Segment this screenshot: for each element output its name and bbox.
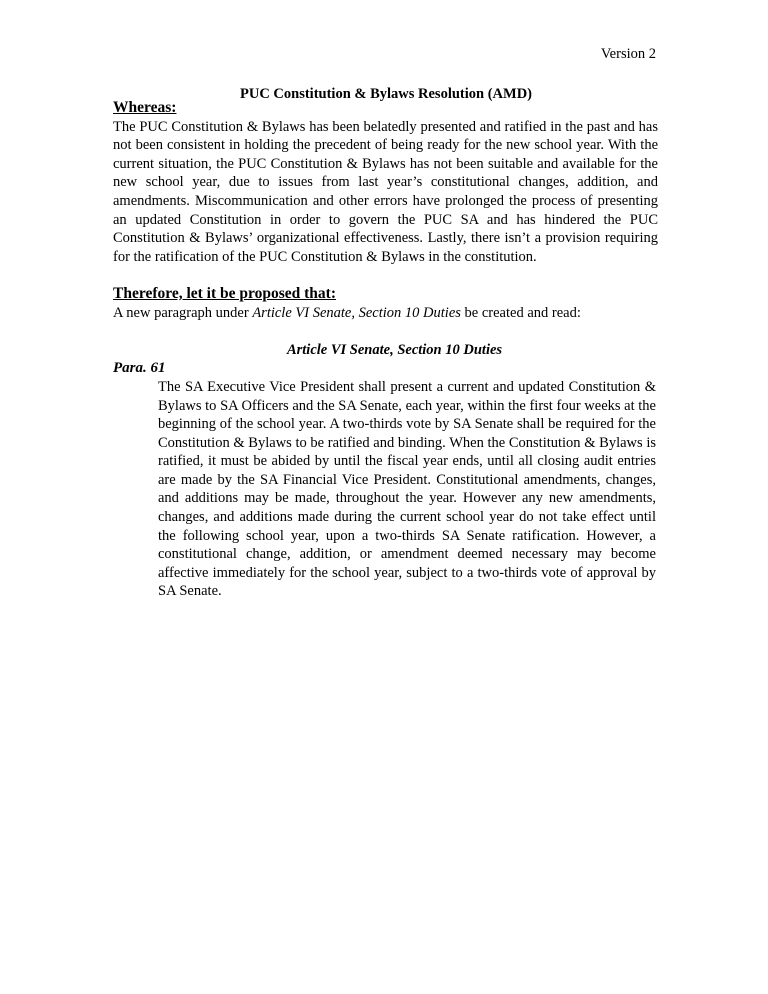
spacer [113,266,658,285]
proposal-line [113,304,658,323]
document-title: PUC Constitution & Bylaws Resolution (AMD) [239,86,533,102]
article-heading: Article VI Senate, Section 10 Duties [286,341,503,358]
version-label: Version 2 [600,46,656,62]
para-61-text: The SA Executive Vice President shall present a current and updated Constitution & Bylaws to SA Officers and the SA Senate, each year, within the first four weeks at the beginning of the school year. A two-thirds vote by SA Senate shall be required for the Constitution & Bylaws to be ratified and binding. When the Constitution & Bylaws is ratified, it must be abided by until the fiscal year ends, until all closing audit entries are made by the SA Financial Vice President. Constitutional amendments, changes, and additions may be made, throughout the year. However any new amendments, changes, and additions made during the current school year do not take effect until the following school year, upon a two-thirds SA Senate ratification. However, a constitutional change, addition, or amendment deemed necessary may become affective immediately for the school year, subject to a two-thirds vote of approval by SA Senate. [158,378,656,600]
therefore-heading: Therefore, let it be proposed that: [113,284,337,302]
proposal-suffix: be created and read: [460,304,581,321]
proposal-prefix: A new paragraph under [113,304,253,321]
document-body [113,99,658,601]
whereas-paragraph: The PUC Constitution & Bylaws has been belatedly presented and ratified in the past and has not been consistent in holding the precedent of being ready for the new school year. With the current situation, the PUC Constitution & Bylaws has not been suitable and available for the new school year, due to issues from last year’s constitutional changes, addition, and amendments. Miscommunication and other errors have prolonged the process of presenting an updated Constitution in order to govern the PUC SA and has hindered the PUC Constitution & Bylaws’ organizational effectiveness. Lastly, there isn’t a provision requiring for the ratification of the PUC Constitution & Bylaws in the constitution. [113,118,658,265]
para-label: Para. 61 [113,360,166,377]
spacer [113,322,658,341]
whereas-heading: Whereas: [113,99,177,116]
proposal-reference: Article VI Senate, Section 10 Duties [252,304,461,321]
